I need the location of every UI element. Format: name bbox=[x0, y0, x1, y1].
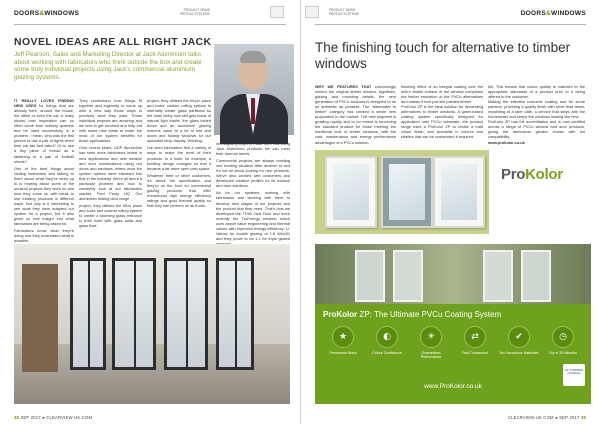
performance-icon: ☀ bbox=[420, 326, 442, 348]
section-tag: DOORS&WINDOWS bbox=[14, 10, 80, 17]
banner-title: ProKolor ZP: The Ultimate PVCu Coating System bbox=[323, 310, 502, 319]
permanent-bond-icon: ★ bbox=[332, 326, 354, 348]
coated-windows-photo bbox=[315, 150, 489, 234]
paragraph: full. This means that colour quality is matched to the appropriate standards of a product prior to it being offered to the customer. bbox=[488, 84, 585, 100]
feature-item: ★ Permanent Bond bbox=[323, 326, 363, 359]
page-footer bbox=[508, 415, 586, 420]
paragraph: project, they utilised the tilt-pin place and locks' custom rolling system to internally create glass partitions so the hotel lobby now still gets loads of natural light inside, the glass folded doors and an aluminium glazing screens came at a lot of fold and doors and folding windows for our specialist shop display. Working. bbox=[147, 98, 211, 144]
left-column-3 bbox=[147, 98, 211, 239]
paragraph: ProKolor ZP is the ideal solution for decorating alternatives to timber windows. A water-based coating system specifically designed for application onto PVCu substrate, the product range uses a ProKolor ZP to create a matt colour finish; and specialist in colours and shades that can be customised if required. bbox=[401, 104, 483, 140]
page-number: 38 bbox=[14, 415, 20, 420]
section-tag: DOORS&WINDOWS bbox=[520, 10, 586, 17]
paragraph: Commercial projects are always creating one exciting situation after another to and it's not all about looking for new products. We've also worked with customers and developed creative profiles for its window and door solutions. bbox=[216, 158, 290, 189]
right-column-3 bbox=[488, 84, 585, 237]
uk-powder-coating-badge: UK POWDER COATING bbox=[563, 364, 585, 386]
feature-item: ⇄ Fast Turnaround bbox=[455, 326, 495, 359]
header-divider bbox=[315, 24, 586, 25]
prokolor-advert-banner bbox=[315, 244, 591, 404]
page-footer bbox=[14, 415, 92, 420]
publication-mini-logo: PRODUCT NEWS PROFILE SYSTEMS bbox=[180, 8, 210, 16]
turnaround-icon: ⇄ bbox=[464, 326, 486, 348]
paragraph: Fabricators know what they're doing and they understand what is possible. bbox=[14, 228, 74, 244]
prokolor-logo: ProKolor bbox=[501, 165, 563, 183]
colour-confidence-icon: ◐ bbox=[376, 326, 398, 348]
footer-site: CLEARVIEW-UK.COM ● SEP 2017 bbox=[507, 415, 580, 420]
feature-item: ☀ Guaranteed Performance bbox=[411, 326, 451, 359]
banner-url-link[interactable]: www.ProKolor.co.uk bbox=[424, 383, 482, 390]
paragraph: Making the effective cosmetic coating and for some painters, providing a quality finish with short lead times, repainting at a later date, a service that stays with the homeowner and keeps the windows looking like new. bbox=[488, 99, 585, 120]
paragraph: IT REALLY LOVES FINDING NEW USES for things that are already here, around the house, the office or even the car. It really shows how inspiration can so often come from unlikely quarters and be used successfully in a problem. I mean, who was the first person to use a pair of tights when their car fan belt failed? Or to use a tiny piece of thread as a fastening to a pair of football shorts? bbox=[14, 98, 74, 164]
section-header bbox=[521, 10, 586, 24]
paragraph: finishing effect of an integral coating over the entire visible surface of the window completes the timber emulation of the PVCu alternatives and makes it look just like painted timber. bbox=[401, 84, 483, 105]
author-portrait-photo bbox=[214, 44, 294, 135]
paragraph: project, they utilised the tilt-in place and locks and custom rolling system to create a stunning glass entrance to their hotel with glass walls and glass floor. bbox=[79, 202, 142, 229]
right-page bbox=[300, 0, 600, 424]
no-hazard-icon: ✔ bbox=[508, 326, 530, 348]
paragraph: WHY WE FEATURES THAT convincingly mimics the original timber window, sightlines, glazing and moulding details; the next generation of PVCu windows is designed to be as authentic as possible. The “alternative to timber” category has created a whole new proposition in the market. The new segment is growing rapidly and to an extent is becoming the standard product for those meeting the traditional look of timber windows, with the cost, maintenance and energy performance advantages of a PVCu solution. bbox=[315, 84, 396, 145]
article-headline: NOVEL IDEAS ARE ALL RIGHT JACK bbox=[14, 36, 212, 48]
interior-glazing-photo bbox=[14, 244, 290, 404]
paragraph: investigating ways to make sure that using Jack Aluminium products we can meet their thermal needs. bbox=[216, 141, 290, 157]
feature-item: ◷ Dry in 30 Minutes bbox=[543, 326, 583, 359]
left-column-2 bbox=[79, 98, 142, 239]
header-badge-icon bbox=[270, 6, 284, 18]
article-standfirst: Jeff Pearson, Sales and Marketing Director at Jack Aluminium talks about working with fabricators who think outside the box and create some truly individual projects using Jack's commercial aluminium glazing systems. bbox=[14, 51, 202, 82]
web-link[interactable]: www.prokolor.co.uk bbox=[488, 139, 525, 145]
dry-time-icon: ◷ bbox=[552, 326, 574, 348]
page-number: 39 bbox=[580, 415, 586, 420]
banner-window-photo bbox=[315, 244, 591, 304]
section-header bbox=[14, 10, 79, 24]
feature-list bbox=[323, 326, 583, 359]
paragraph: ProKolor ZP has full accreditation and is now certified across a range of PVCu window and door products, giving the fabricators greater choice with full compatibility. bbox=[488, 119, 585, 140]
paragraph: Over recent years, UDP Aluminium has seen more fabricators invest in new applications and new window and door combinations using our doors and windows, where once the system options were standard bits that in the industry. We're all about a particular problem and how to creatively look at our fabrication market, Fred Fenty HQ. Our aluminium folding door range bbox=[79, 145, 142, 201]
paragraph: They understand how things fit together and ingenuity to come up with a new way those ways to precisely what they want. Those individual projects are amazing and we love to get involved and help out with some new ideas to make the most of our system benefits for those applications. bbox=[79, 98, 142, 144]
left-column-1 bbox=[14, 98, 74, 244]
publication-mini-logo: PRODUCT NEWS PROFILE SYSTEMS bbox=[329, 8, 359, 16]
header-badge-icon bbox=[305, 6, 319, 18]
footer-site: SEP 2017 ● CLEARVIEW-UK.COM bbox=[20, 415, 93, 420]
paragraph: Whatever their or other customers, it's about the specification and they're on the front for commercial glazing products that offer exceptional high energy efficiency ratings and good thermal quality so that they can perform on all fronts. bbox=[147, 172, 211, 208]
paragraph: As for our systems, working with fabricators and working with them to develop new stages of our projects and the product that they need. That's how we developed the TD90 Jack Door and more recently the TruEnergy window, which uses above value engineering and thermal values with improved energy efficiency: U-Values for double glazing of 1.6 W/m2K and they prove to be 1.2 for triple glazed bbox=[216, 190, 290, 241]
left-column-4 bbox=[216, 141, 290, 240]
feature-item: ✔ No Hazardous Materials bbox=[499, 326, 539, 359]
header-divider bbox=[14, 24, 286, 25]
feature-item: ◐ Colour Confidence bbox=[367, 326, 407, 359]
paragraph: One of the best things about visiting customers and talking to them about what they've been up to is hearing about some of the unusual projects they work on and how they come up with ideas to use existing products in different ways. Not only is it interesting to see what they have adapted our system for a project, but it also gives us real insight into what fabricators are being asked for. bbox=[14, 165, 74, 227]
article-title: The finishing touch for alternative to timber windows bbox=[315, 40, 571, 71]
paragraph: I've seen fabricators find a variety of ways to make the most of their products. In a hotel, for example, a building design changed so that it became a far more open plan space. bbox=[147, 145, 211, 171]
